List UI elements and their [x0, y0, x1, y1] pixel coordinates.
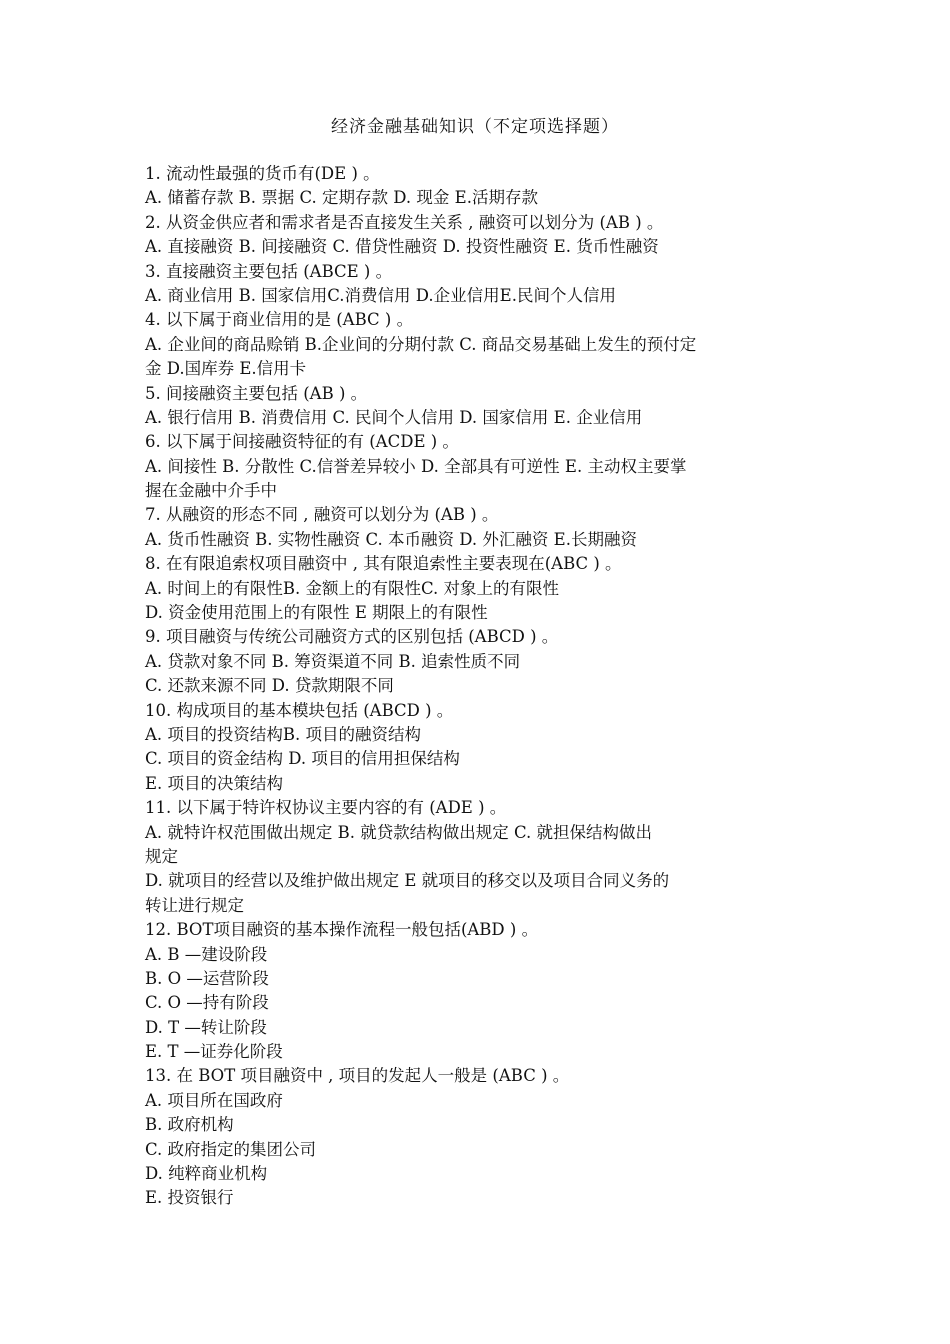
text-line: 握在金融中介手中 — [145, 481, 277, 501]
text-line: 6. 以下属于间接融资特征的有 (ACDE ) 。 — [145, 432, 459, 452]
text-line: 金 D.国库券 E.信用卡 — [145, 359, 307, 379]
text-line: D. 纯粹商业机构 — [145, 1164, 268, 1184]
text-line: A. 商业信用 B. 国家信用C.消费信用 D.企业信用E.民间个人信用 — [145, 285, 616, 305]
text-line: 1. 流动性最强的货币有(DE ) 。 — [145, 164, 380, 183]
text-line: 8. 在有限追索权项目融资中 , 其有限追索性主要表现在(ABC ) 。 — [145, 554, 622, 574]
text-line: A. 企业间的商品赊销 B.企业间的分期付款 C. 商品交易基础上发生的预付定 — [145, 334, 697, 354]
text-line: A. 贷款对象不同 B. 筹资渠道不同 B. 追索性质不同 — [145, 651, 521, 671]
text-line: A. 银行信用 B. 消费信用 C. 民间个人信用 D. 国家信用 E. 企业信用 — [145, 407, 643, 427]
text-line: A. 直接融资 B. 间接融资 C. 借贷性融资 D. 投资性融资 E. 货币性融资 — [145, 237, 659, 257]
text-line: A. 间接性 B. 分散性 C.信誉差异较小 D. 全部具有可逆性 E. 主动权主要掌 — [145, 456, 687, 476]
text-line: E. T —证券化阶段 — [145, 1042, 283, 1062]
text-line: E. 项目的决策结构 — [145, 773, 284, 793]
text-line: A. 货币性融资 B. 实物性融资 C. 本币融资 D. 外汇融资 E.长期融资 — [145, 529, 637, 549]
text-line: C. 还款来源不同 D. 贷款期限不同 — [145, 676, 394, 696]
question-list — [145, 162, 810, 1211]
text-line: C. 政府指定的集团公司 — [145, 1139, 317, 1159]
text-line: A. 项目的投资结构B. 项目的融资结构 — [145, 724, 422, 744]
text-line: D. 资金使用范围上的有限性 E 期限上的有限性 — [145, 603, 488, 623]
text-line: B. O —运营阶段 — [145, 968, 269, 988]
text-line: 7. 从融资的形态不同 , 融资可以划分为 (AB ) 。 — [145, 505, 499, 525]
text-line: 3. 直接融资主要包括 (ABCE ) 。 — [145, 261, 393, 281]
text-line: A. 就特许权范围做出规定 B. 就贷款结构做出规定 C. 就担保结构做出 — [145, 822, 653, 842]
text-line: E. 投资银行 — [145, 1188, 234, 1208]
text-line: 13. 在 BOT 项目融资中 , 项目的发起人一般是 (ABC ) 。 — [145, 1066, 570, 1086]
text-line: C. O —持有阶段 — [145, 993, 269, 1013]
text-line: 2. 从资金供应者和需求者是否直接发生关系 , 融资可以划分为 (AB ) 。 — [145, 212, 664, 232]
text-line: A. B —建设阶段 — [145, 944, 268, 964]
text-line: B. 政府机构 — [145, 1115, 234, 1135]
text-line: A. 项目所在国政府 — [145, 1090, 283, 1110]
text-line: 转让进行规定 — [145, 895, 244, 915]
text-line: A. 时间上的有限性B. 金额上的有限性C. 对象上的有限性 — [145, 578, 560, 598]
text-line: D. T —转让阶段 — [145, 1017, 267, 1037]
text-line: D. 就项目的经营以及维护做出规定 E 就项目的移交以及项目合同义务的 — [145, 871, 670, 891]
text-line: 5. 间接融资主要包括 (AB ) 。 — [145, 383, 368, 403]
text-line: 规定 — [145, 846, 178, 866]
text-line: 9. 项目融资与传统公司融资方式的区别包括 (ABCD ) 。 — [145, 627, 559, 647]
text-line: C. 项目的资金结构 D. 项目的信用担保结构 — [145, 749, 460, 769]
text-line: 4. 以下属于商业信用的是 (ABC ) 。 — [145, 310, 414, 330]
text-line: 12. BOT项目融资的基本操作流程一般包括(ABD ) 。 — [145, 920, 539, 940]
document-title: 经济金融基础知识（不定项选择题） — [331, 117, 619, 137]
text-line: 11. 以下属于特许权协议主要内容的有 (ADE ) 。 — [145, 798, 507, 818]
text-line: 10. 构成项目的基本模块包括 (ABCD ) 。 — [145, 700, 454, 720]
text-line: A. 储蓄存款 B. 票据 C. 定期存款 D. 现金 E.活期存款 — [145, 188, 538, 208]
